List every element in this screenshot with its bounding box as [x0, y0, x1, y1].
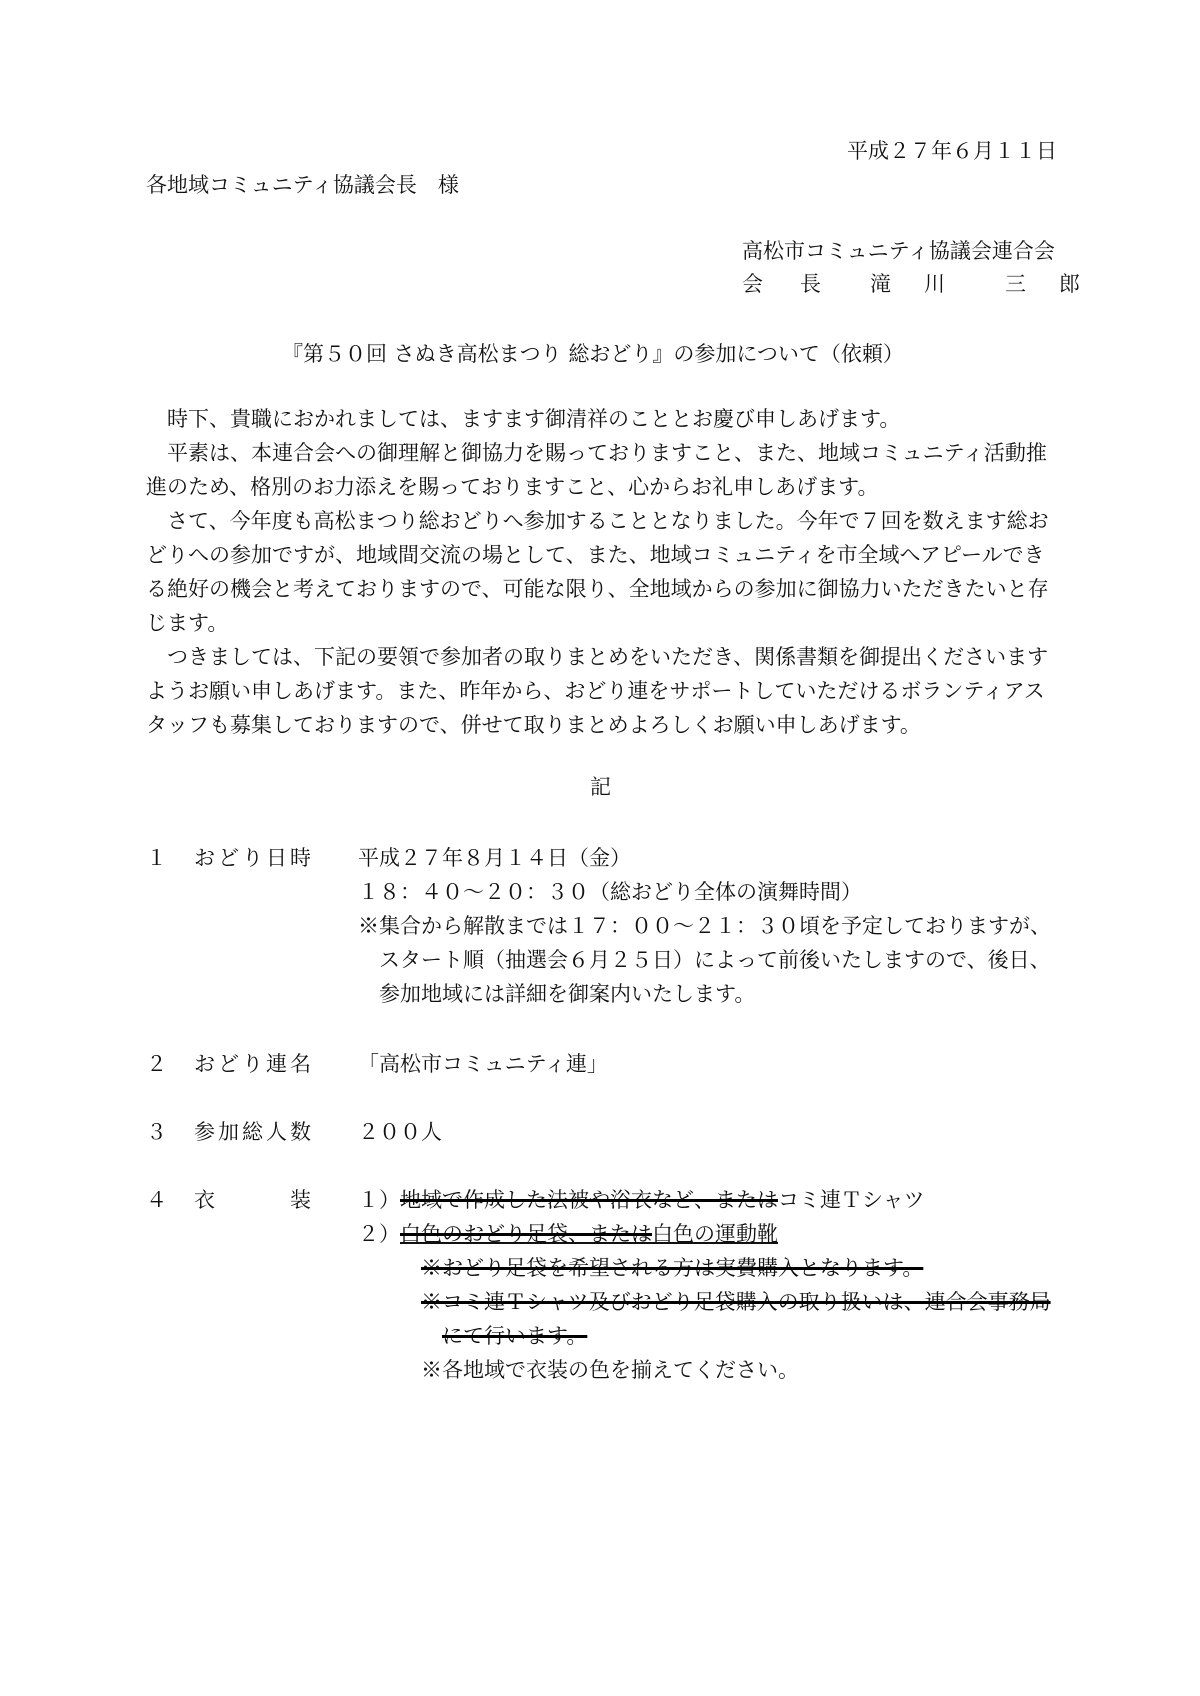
item-4-line-1 [358, 1190, 925, 1211]
item-1-date: 平成２７年８月１４日（金） [358, 846, 631, 870]
body-line: じます。 [146, 611, 229, 635]
item-4-struck-note-1: ※おどり足袋を希望される方は実費購入となります。 [421, 1256, 924, 1280]
body-line: つきましては、下記の要領で参加者の取りまとめをいただき、関係書類を御提出くださいます [167, 645, 1049, 669]
item-4-line-1-struck-text: 地域で作成した法被や浴衣など、または [400, 1188, 778, 1212]
item-4-line-2-struck-text: 白色のおどり足袋、または [400, 1222, 652, 1246]
body-line: 時下、貴職におかれましては、ますます御清祥のこととお慶び申しあげます。 [167, 407, 901, 431]
item-2-value: 「高松市コミュニティ連」 [358, 1052, 608, 1076]
sender-title: 会 長 [742, 272, 829, 296]
item-4-line-1-number: １） [358, 1188, 400, 1212]
body-paragraph-3 [146, 511, 1058, 647]
document-date: 平成２７年６月１１日 [847, 139, 1057, 163]
item-1-note-line-2: スタート順（抽選会６月２５日）によって前後いたしますので、後日、 [379, 948, 1051, 972]
sender-organization: 高松市コミュニティ協議会連合会 [742, 239, 1055, 263]
item-2-label: ２ おどり連名 [146, 1052, 314, 1076]
item-4-line-2 [358, 1224, 778, 1245]
item-4-struck-note-2a: ※コミ連Ｔシャツ及びおどり足袋購入の取り扱いは、連合会事務局 [421, 1290, 1051, 1314]
item-3-value: ２００人 [358, 1120, 442, 1144]
sender-name: 滝 川 三 郎 [870, 272, 1086, 296]
body-line: 平素は、本連合会への御理解と御協力を賜っておりますこと、また、地域コミュニティ活動推 [167, 441, 1047, 465]
body-paragraph-2 [146, 443, 1058, 511]
body-line: 進のため、格別のお力添えを賜っておりますこと、心からお礼申しあげます。 [146, 475, 879, 499]
item-4-struck-note-2b: にて行います。 [442, 1324, 588, 1348]
item-1-label: １ おどり日時 [146, 846, 314, 870]
item-1-time: １８：４０～２０：３０（総おどり全体の演舞時間） [358, 880, 862, 904]
item-4-line-2-text: 白色の運動靴 [652, 1222, 778, 1246]
item-4-line-1-text: コミ連Ｔシャツ [778, 1188, 925, 1212]
ki-heading: 記 [590, 775, 611, 799]
item-3-label: ３ 参加総人数 [146, 1120, 314, 1144]
item-4-label: ４ 衣 装 [146, 1188, 314, 1212]
body-line: ようお願い申しあげます。また、昨年から、おどり連をサポートしていただけるボランティアス [146, 679, 1045, 703]
body-paragraph-4 [146, 647, 1058, 749]
body-line: る絶好の機会と考えておりますので、可能な限り、全地域からの参加に御協力いただきたいと存 [146, 577, 1049, 601]
item-1-note-line-1: ※集合から解散までは１７：００～２１：３０頃を予定しておりますが、 [358, 914, 1051, 938]
body-paragraph-1 [146, 409, 1058, 443]
item-4-note-3: ※各地域で衣装の色を揃えてください。 [421, 1358, 799, 1382]
document-title: 『第５０回 さぬき高松まつり 総おどり』の参加について（依頼） [282, 342, 904, 366]
item-4-line-2-number: ２） [358, 1222, 400, 1246]
item-1-note-line-3: 参加地域には詳細を御案内いたします。 [379, 982, 756, 1006]
body-line: どりへの参加ですが、地域間交流の場として、また、地域コミュニティを市全域へアピールでき [146, 543, 1045, 567]
body-line: さて、今年度も高松まつり総おどりへ参加することとなりました。今年で７回を数えます総お [167, 509, 1049, 533]
body-line: タッフも募集しておりますので、併せて取りまとめよろしくお願い申しあげます。 [146, 713, 921, 737]
recipient-line: 各地域コミュニティ協議会長 様 [146, 173, 459, 197]
item-4-line-2-underlined [400, 1222, 778, 1246]
